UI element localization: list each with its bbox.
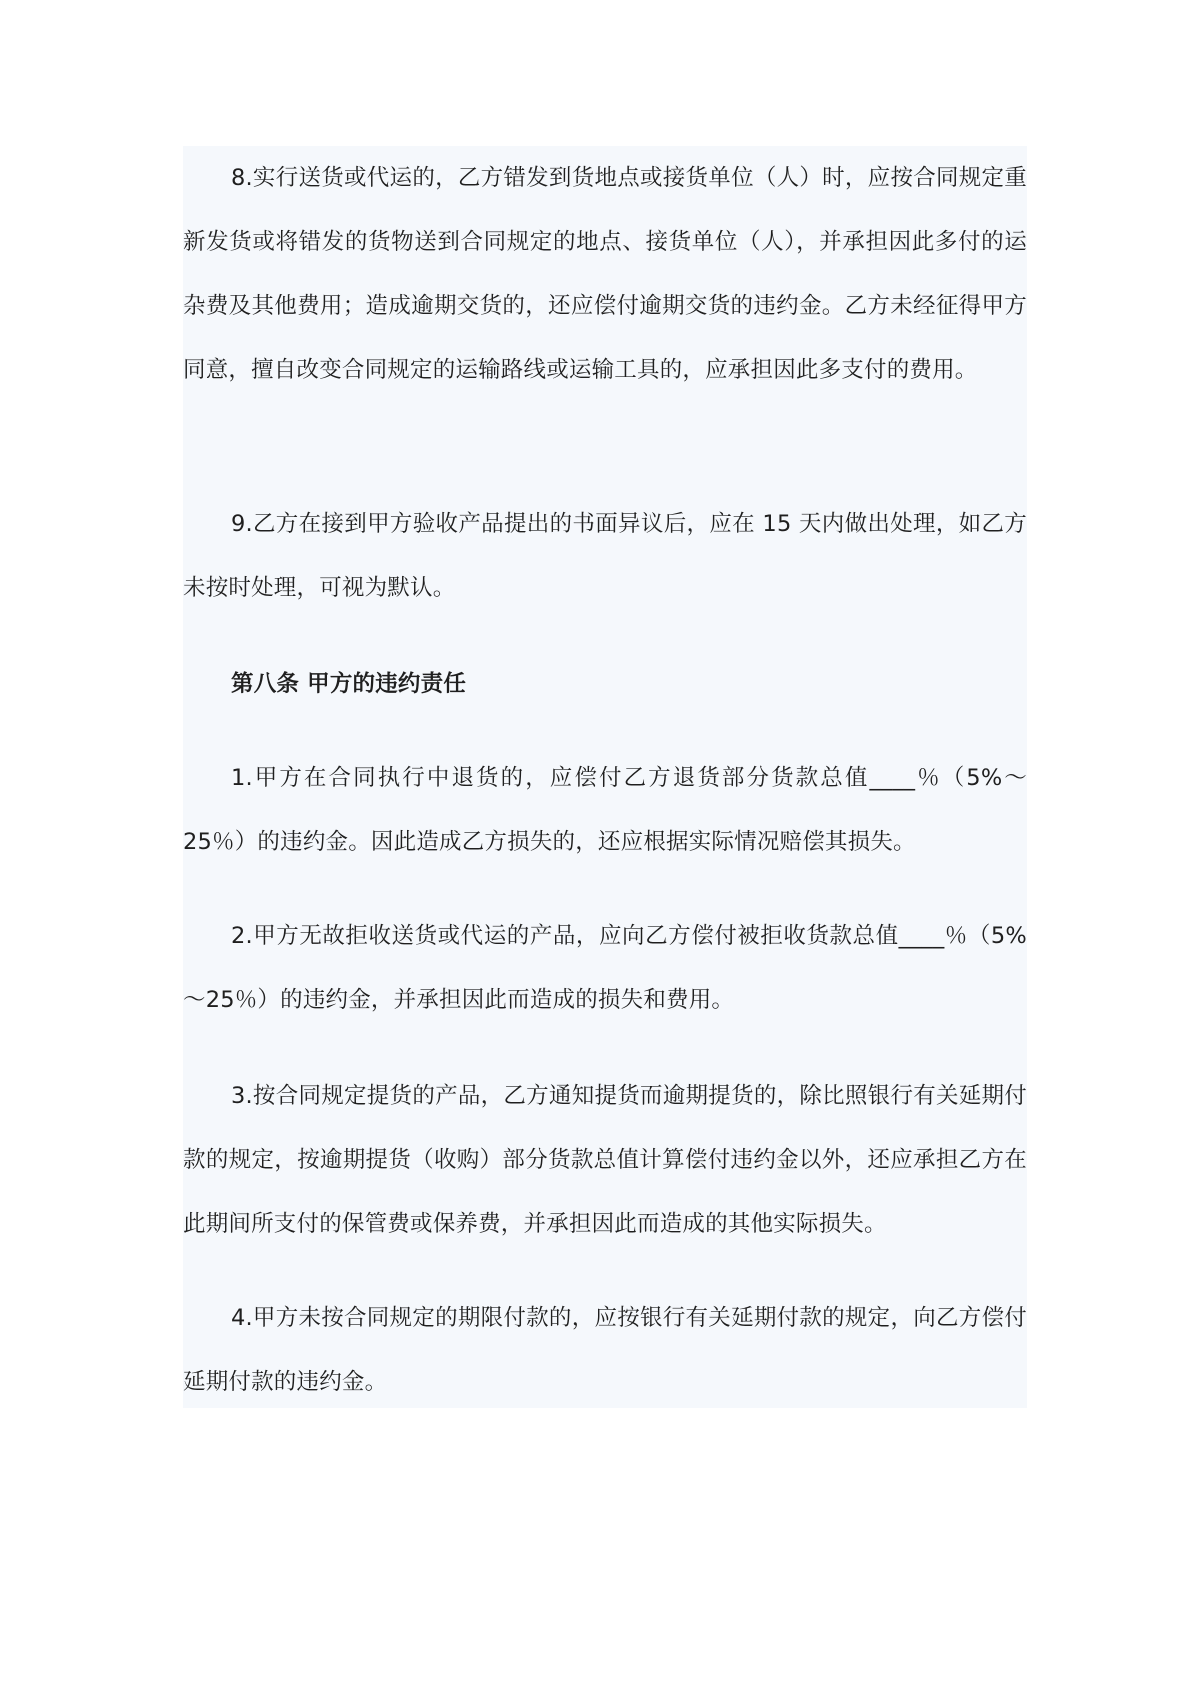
clause-4: 4.甲方未按合同规定的期限付款的，应按银行有关延期付款的规定，向乙方偿付延期付款的违约金。 [183, 1305, 1027, 1395]
paragraph-9: 9.乙方在接到甲方验收产品提出的书面异议后，应在 15 天内做出处理，如乙方未按时处理，可视为默认。 [183, 511, 1027, 601]
paragraph-8: 8.实行送货或代运的，乙方错发到货地点或接货单位（人）时，应按合同规定重新发货或将错发的货物送到合同规定的地点、接货单位（人），并承担因此多付的运杂费及其他费用；造成逾期交货的，还应偿付逾期交货的违约金。乙方未经征得甲方同意，擅自改变合同规定的运输路线或运输工具的，应承担因此多支付的费用。 [183, 165, 1027, 383]
document-content-block [183, 146, 1027, 1408]
clause-1: 1.甲方在合同执行中退货的，应偿付乙方退货部分货款总值____％（5%～25％）的违约金。因此造成乙方损失的，还应根据实际情况赔偿其损失。 [183, 765, 1027, 855]
clause-2: 2.甲方无故拒收送货或代运的产品，应向乙方偿付被拒收货款总值____％（5%～25％）的违约金，并承担因此而造成的损失和费用。 [183, 923, 1027, 1013]
clause-3: 3.按合同规定提货的产品，乙方通知提货而逾期提货的，除比照银行有关延期付款的规定，按逾期提货（收购）部分货款总值计算偿付违约金以外，还应承担乙方在此期间所支付的保管费或保养费，并承担因此而造成的其他实际损失。 [183, 1083, 1027, 1237]
section-heading-article-8: 第八条 甲方的违约责任 [231, 671, 467, 697]
